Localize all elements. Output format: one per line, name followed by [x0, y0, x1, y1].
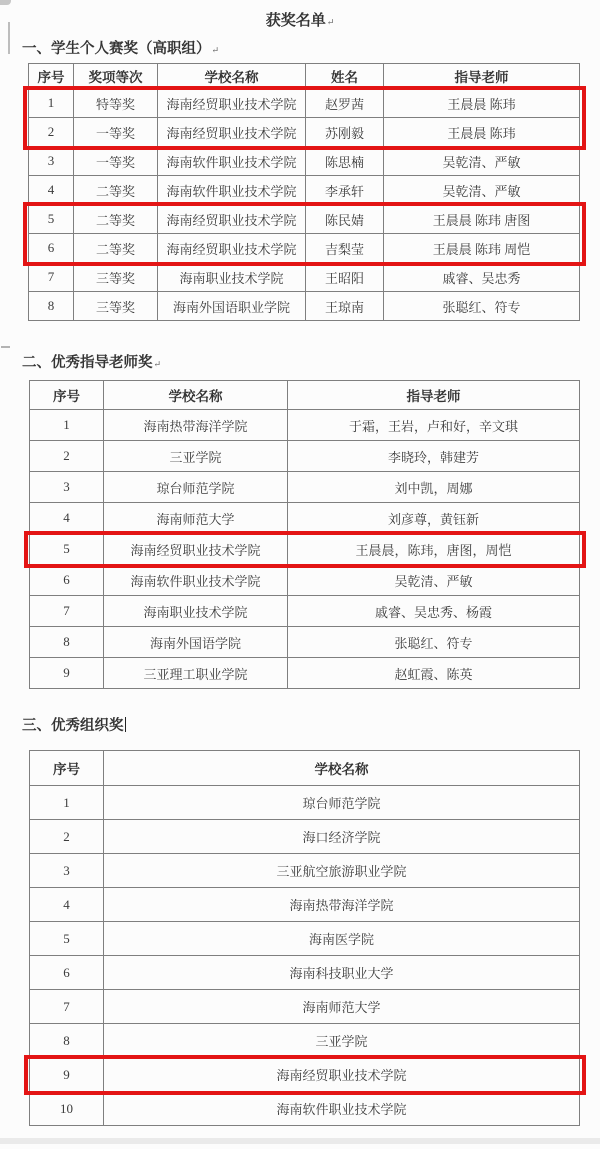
- section3-heading: [22, 714, 126, 735]
- cell-no: 7: [29, 263, 74, 292]
- scan-artifact-dash: [1, 346, 10, 348]
- cell-school: 三亚航空旅游职业学院: [104, 854, 580, 888]
- cell-school: 琼台师范学院: [104, 472, 288, 503]
- cell-no: 6: [30, 956, 104, 990]
- cell-no: 9: [30, 1058, 104, 1092]
- cell-teachers: 吴乾清、严敏: [384, 147, 580, 176]
- cell-teachers: 王晨晨 陈玮: [384, 89, 580, 118]
- cell-no: 3: [30, 854, 104, 888]
- table-row: [29, 205, 580, 234]
- table-header-row: [30, 381, 580, 410]
- cell-no: 3: [30, 472, 104, 503]
- scan-artifact-bottom-strip: [0, 1138, 600, 1144]
- cell-no: 4: [30, 888, 104, 922]
- header-award: 奖项等次: [74, 64, 158, 89]
- cell-school: 海南医学院: [104, 922, 580, 956]
- cell-school: 海南软件职业技术学院: [158, 147, 306, 176]
- section1-heading-text: 一、学生个人赛奖（高职组）: [22, 41, 211, 57]
- cell-school: 海南经贸职业技术学院: [158, 205, 306, 234]
- table-row: [29, 292, 580, 321]
- header-teachers: 指导老师: [384, 64, 580, 89]
- cell-name: 苏刚毅: [306, 118, 384, 147]
- scan-artifact-left-line: [8, 22, 10, 54]
- cell-teachers: 王晨晨 陈玮 周恺: [384, 234, 580, 263]
- cell-school: 海南软件职业技术学院: [104, 565, 288, 596]
- table-row: [30, 786, 580, 820]
- cell-name: 李承轩: [306, 176, 384, 205]
- cell-school: 海南师范大学: [104, 990, 580, 1024]
- table-row: [30, 596, 580, 627]
- header-no: 序号: [30, 751, 104, 786]
- table-row: [30, 820, 580, 854]
- cell-no: 5: [29, 205, 74, 234]
- cell-school: 海南职业技术学院: [104, 596, 288, 627]
- cell-school: 海南经贸职业技术学院: [158, 234, 306, 263]
- table-row: [30, 503, 580, 534]
- cell-school: 三亚学院: [104, 441, 288, 472]
- cell-award: 一等奖: [74, 147, 158, 176]
- table-row: [30, 1024, 580, 1058]
- cell-teachers: 戚睿、吴忠秀、杨霞: [288, 596, 580, 627]
- cell-school: 海南科技职业大学: [104, 956, 580, 990]
- cell-school: 琼台师范学院: [104, 786, 580, 820]
- cell-school: 三亚学院: [104, 1024, 580, 1058]
- cell-teachers: 赵虹霞、陈英: [288, 658, 580, 689]
- cell-no: 3: [29, 147, 74, 176]
- table-row: [30, 888, 580, 922]
- cell-teachers: 张聪红、符专: [288, 627, 580, 658]
- cell-no: 8: [30, 627, 104, 658]
- table-row: [30, 410, 580, 441]
- cell-name: 赵罗茜: [306, 89, 384, 118]
- cell-teachers: 李晓玲，韩建芳: [288, 441, 580, 472]
- header-no: 序号: [30, 381, 104, 410]
- header-school: 学校名称: [104, 751, 580, 786]
- cell-school: 海南外国语学院: [104, 627, 288, 658]
- table-row: [30, 990, 580, 1024]
- header-no: 序号: [29, 64, 74, 89]
- section2-heading-text: 二、优秀指导老师奖: [22, 355, 153, 371]
- cell-no: 6: [29, 234, 74, 263]
- table-row: [30, 534, 580, 565]
- cell-school: 海南热带海洋学院: [104, 410, 288, 441]
- cell-award: 一等奖: [74, 118, 158, 147]
- cell-no: 8: [30, 1024, 104, 1058]
- cell-no: 1: [30, 786, 104, 820]
- cell-no: 9: [30, 658, 104, 689]
- table-row: [29, 89, 580, 118]
- cell-name: 吉梨莹: [306, 234, 384, 263]
- table-row: [29, 176, 580, 205]
- cell-no: 7: [30, 596, 104, 627]
- header-school: 学校名称: [104, 381, 288, 410]
- section2-heading: [22, 351, 161, 372]
- cell-school: 海南经贸职业技术学院: [158, 118, 306, 147]
- cell-award: 三等奖: [74, 263, 158, 292]
- table-row: [29, 234, 580, 263]
- cell-name: 陈民婧: [306, 205, 384, 234]
- section1-heading: [22, 37, 219, 58]
- cell-teachers: 刘彦尊，黄钰新: [288, 503, 580, 534]
- individual-awards-table: [28, 63, 580, 321]
- cell-teachers: 张聪红、符专: [384, 292, 580, 321]
- text-cursor: [125, 717, 127, 732]
- excellent-teachers-table: [29, 380, 580, 689]
- table-header-row: [29, 64, 580, 89]
- cell-no: 8: [29, 292, 74, 321]
- cell-no: 5: [30, 534, 104, 565]
- organization-awards-table: [29, 750, 580, 1126]
- cell-teachers: 戚睿、吴忠秀: [384, 263, 580, 292]
- cell-name: 王昭阳: [306, 263, 384, 292]
- cell-school: 海南热带海洋学院: [104, 888, 580, 922]
- document-title-text: 获奖名单: [265, 13, 326, 29]
- cell-school: 海南软件职业技术学院: [104, 1092, 580, 1126]
- cell-teachers: 王晨晨 陈玮: [384, 118, 580, 147]
- cell-award: 二等奖: [74, 176, 158, 205]
- paragraph-mark: ↵: [326, 17, 335, 27]
- table-row: [29, 118, 580, 147]
- cell-teachers: 吴乾清、严敏: [288, 565, 580, 596]
- cell-school: 三亚理工职业学院: [104, 658, 288, 689]
- cell-award: 二等奖: [74, 234, 158, 263]
- cell-no: 1: [30, 410, 104, 441]
- table-row: [30, 627, 580, 658]
- cell-no: 5: [30, 922, 104, 956]
- cell-no: 1: [29, 89, 74, 118]
- table-row: [30, 441, 580, 472]
- cell-no: 2: [30, 441, 104, 472]
- cell-school: 海南经贸职业技术学院: [158, 89, 306, 118]
- cell-school: 海口经济学院: [104, 820, 580, 854]
- table-row: [30, 1092, 580, 1126]
- header-name: 姓名: [306, 64, 384, 89]
- cell-no: 2: [29, 118, 74, 147]
- cell-school: 海南职业技术学院: [158, 263, 306, 292]
- cell-teachers: 王晨晨 陈玮 唐图: [384, 205, 580, 234]
- cell-no: 7: [30, 990, 104, 1024]
- cell-no: 4: [29, 176, 74, 205]
- table-row: [30, 472, 580, 503]
- scan-artifact-corner: [0, 0, 11, 5]
- cell-school: 海南经贸职业技术学院: [104, 1058, 580, 1092]
- cell-teachers: 吴乾清、严敏: [384, 176, 580, 205]
- cell-award: 特等奖: [74, 89, 158, 118]
- cell-no: 4: [30, 503, 104, 534]
- table-row: [30, 854, 580, 888]
- paragraph-mark: ↵: [211, 45, 220, 55]
- cell-teachers: 于霜，王岩，卢和好，辛文琪: [288, 410, 580, 441]
- table-row: [29, 147, 580, 176]
- table-header-row: [30, 751, 580, 786]
- table-row: [30, 565, 580, 596]
- cell-no: 2: [30, 820, 104, 854]
- cell-teachers: 刘中凯，周娜: [288, 472, 580, 503]
- table-row: [30, 658, 580, 689]
- table-row: [30, 1058, 580, 1092]
- cell-no: 6: [30, 565, 104, 596]
- cell-award: 三等奖: [74, 292, 158, 321]
- paragraph-mark: ↵: [153, 359, 162, 369]
- cell-school: 海南外国语职业学院: [158, 292, 306, 321]
- cell-teachers: 王晨晨，陈玮，唐图，周恺: [288, 534, 580, 565]
- cell-school: 海南师范大学: [104, 503, 288, 534]
- table-row: [29, 263, 580, 292]
- cell-name: 王琼南: [306, 292, 384, 321]
- cell-name: 陈思楠: [306, 147, 384, 176]
- document-title: [0, 9, 600, 30]
- header-school: 学校名称: [158, 64, 306, 89]
- table-row: [30, 922, 580, 956]
- header-teachers: 指导老师: [288, 381, 580, 410]
- table-row: [30, 956, 580, 990]
- cell-award: 二等奖: [74, 205, 158, 234]
- cell-school: 海南软件职业技术学院: [158, 176, 306, 205]
- cell-no: 10: [30, 1092, 104, 1126]
- section3-heading-text: 三、优秀组织奖: [22, 718, 124, 734]
- cell-school: 海南经贸职业技术学院: [104, 534, 288, 565]
